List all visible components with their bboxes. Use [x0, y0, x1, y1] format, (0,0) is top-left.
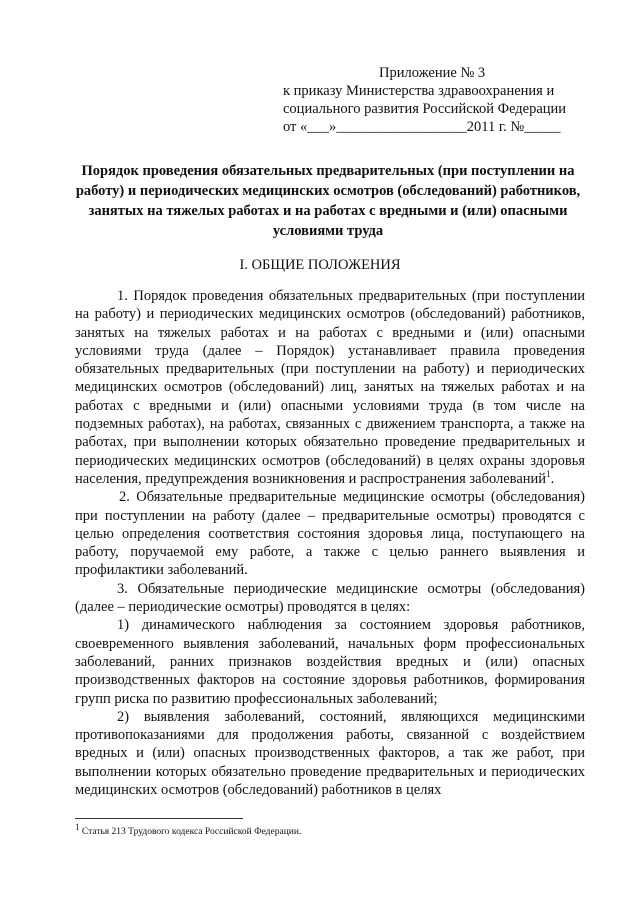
paragraph-3-item-2: 2) выявления заболеваний, состояний, являющихся медицинскими противопоказаниями для продолжения работы, связанной с воздействием вредных и (или) опасных производственных факторов, а так же работ, при выполнении которых обязательно проведение предварительных и периодических медицинских осмотров (обследований) работников в целях — [75, 708, 585, 799]
document-body — [75, 287, 585, 799]
paragraph-1 — [75, 287, 585, 488]
paragraph-3: 3. Обязательные периодические медицинские осмотры (обследования) (далее – периодические осмотры) проводятся в целях: — [75, 580, 585, 616]
footnote — [75, 821, 575, 838]
document-title: Порядок проведения обязательных предварительных (при поступлении на работу) и периодических медицинских осмотров (обследований) работников, занятых на тяжелых работах и на работах с вредными и (или) опасными условиями труда — [75, 163, 581, 239]
footnote-separator — [75, 818, 243, 819]
appendix-number: Приложение № 3 — [379, 65, 486, 81]
appendix-ministry-line: социального развития Российской Федерации — [283, 101, 567, 117]
footnote-text: Статья 213 Трудового кодекса Российской Федерации. — [79, 827, 302, 837]
paragraph-1-text: 1. Порядок проведения обязательных предварительных (при поступлении на работу) и периодических медицинских осмотров (обследований) работников, занятых на тяжелых работах и на работах с вредными и (или) опасными условиями труда (далее – Порядок) устанавливает правила проведения обязательных предварительных (при поступлении на работу) и периодических медицинских осмотров (обследований) лиц, занятых на тяжелых работах и на работах с вредными и (или) опасными условиями труда (в том числе на подземных работах), на работах, связанных с движением транспорта, а также на работах, при выполнении которых обязательно проведение предварительных и периодических медицинских осмотров (обследований) в целях охраны здоровья населения, предупреждения возникновения и распространения заболеваний — [75, 288, 585, 487]
appendix-header — [283, 64, 583, 136]
paragraph-3-item-1: 1) динамического наблюдения за состоянием здоровья работников, своевременного выявления заболеваний, начальных форм профессиональных заболеваний, ранних признаков воздействия вредных и (или) опасных производственных факторов на состояние здоровья работников, формирования групп риска по развитию профессиональных заболеваний; — [75, 617, 585, 707]
footnote-mark: 1 — [75, 821, 80, 832]
section-heading: I. ОБЩИЕ ПОЛОЖЕНИЯ — [239, 257, 401, 273]
paragraph-1-end: . — [550, 470, 555, 487]
appendix-order-line: к приказу Министерства здравоохранения и — [283, 83, 555, 99]
appendix-date-line: от «___»__________________2011 г. №_____ — [283, 119, 561, 135]
paragraph-2: 2. Обязательные предварительные медицинские осмотры (обследования) при поступлении на работу (далее – предварительные осмотры) проводятся с целью определения соответствия состояния здоровья лица, поступающего на работу, поручаемой ему работе, а также с целью раннего выявления и профилактики заболеваний. — [75, 489, 585, 579]
footnote-reference[interactable]: 1 — [546, 469, 551, 480]
